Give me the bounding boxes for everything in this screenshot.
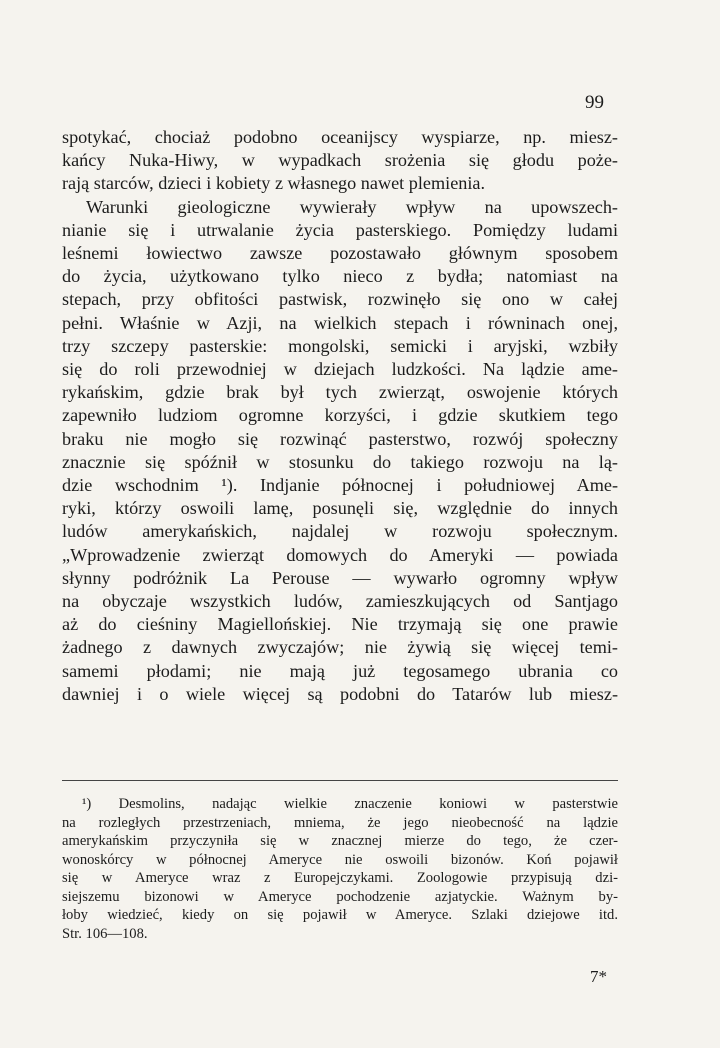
body-line: braku nie mogło się rozwinąć pasterstwo, rozwój społeczny (62, 428, 618, 449)
body-line: ludów amerykańskich, najdalej w rozwoju społecznym. (62, 521, 618, 542)
body-line: trzy szczepy pasterskie: mongolski, semicki i aryjski, wzbiły (62, 335, 618, 356)
body-line: na obyczaje wszystkich ludów, zamieszkujących od Santjago (62, 591, 618, 612)
footnote-line: amerykańskim przyczyniła się w znacznej mierze do tego, że czer- (62, 833, 618, 849)
body-line: się do roli przewodniej w dziejach ludzkości. Na lądzie ame- (62, 359, 618, 380)
page-number: 99 (585, 92, 604, 113)
body-line: zapewniło ludziom ogromne korzyści, i gdzie skutkiem tego (62, 405, 618, 426)
footnote-line: ¹) Desmolins, nadając wielkie znaczenie koniowi w pasterstwie (82, 796, 618, 812)
footnote-line: siejszemu bizonowi w Ameryce pochodzenie azjatyckie. Ważnym by- (62, 888, 618, 905)
footnote-line: Str. 106—108. (62, 925, 148, 942)
body-line: samemi płodami; nie mają już tegosamego ubrania co (62, 660, 618, 681)
printer-signature-mark: 7* (590, 967, 607, 986)
footnotes (62, 795, 618, 943)
footnote-line: na rozległych przestrzeniach, mniema, że jego nieobecność na lądzie (62, 814, 618, 831)
body-line: dzie wschodnim ¹). Indjanie północnej i południowej Ame- (62, 475, 618, 496)
body-line: kańcy Nuka-Hiwy, w wypadkach srożenia się głodu poże- (62, 150, 618, 171)
body-line: nianie się i utrwalanie życia pasterskiego. Pomiędzy ludami (62, 219, 618, 240)
body-line: rykańskim, gdzie brak był tych zwierząt, oswojenie których (62, 382, 618, 403)
footnote-line: się w Ameryce wraz z Europejczykami. Zoologowie przypisują dzi- (62, 870, 618, 886)
footnote-divider (62, 780, 618, 781)
body-line: aż do cieśniny Magiellońskiej. Nie trzymają się one prawie (62, 614, 618, 635)
body-line: słynny podróżnik La Perouse — wywarło ogromny wpływ (62, 567, 618, 588)
body-line: rają starców, dzieci i kobiety z własnego nawet plemienia. (62, 173, 486, 194)
footnote-line: wonoskórcy w północnej Ameryce nie oswoili bizonów. Koń pojawił (62, 851, 618, 868)
body-line: pełni. Właśnie w Azji, na wielkich stepach i równinach onej, (62, 312, 618, 333)
body-line: dawniej i o wiele więcej są podobni do Tatarów lub miesz- (62, 683, 618, 704)
body-line: spotykać, chociaż podobno oceanijscy wyspiarze, np. miesz- (62, 127, 618, 147)
body-line: Warunki gieologiczne wywierały wpływ na upowszech- (86, 196, 618, 217)
body-line: „Wprowadzenie zwierząt domowych do Ameryki — powiada (62, 544, 618, 565)
footnote-line: łoby wiedzieć, kiedy on się pojawił w Ameryce. Szlaki dziejowe itd. (62, 907, 618, 923)
body-line: do życia, użytkowano tylko nieco z bydła; natomiast na (62, 266, 618, 287)
body-line: stepach, przy obfitości pastwisk, rozwinęło się ono w całej (62, 289, 618, 310)
body-text (62, 126, 618, 706)
body-line: znacznie się spóźnił w stosunku do takiego rozwoju na lą- (62, 451, 618, 472)
body-line: ryki, którzy oswoili lamę, posunęli się, względnie do innych (62, 498, 618, 519)
body-line: żadnego z dawnych zwyczajów; nie żywią się więcej temi- (62, 637, 618, 658)
body-line: leśnemi łowiectwo zawsze pozostawało głównym sposobem (62, 243, 618, 264)
